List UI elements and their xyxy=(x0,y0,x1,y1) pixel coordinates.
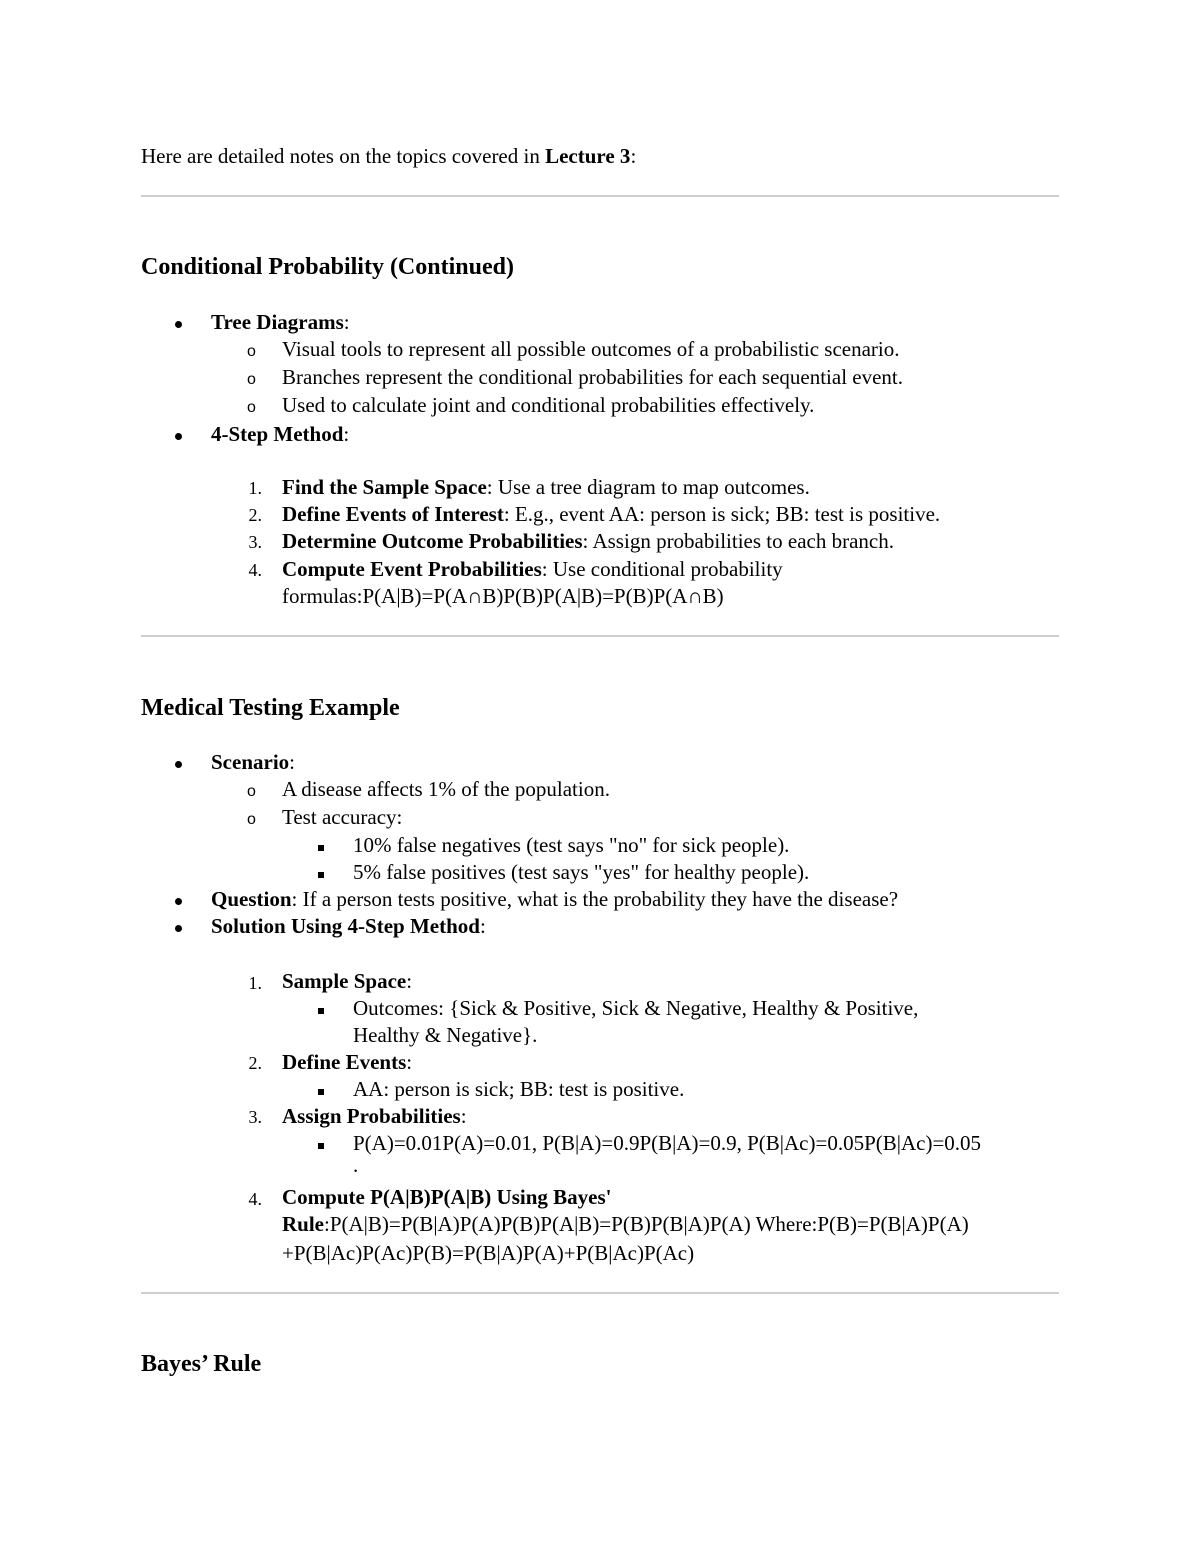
step-number: 3. xyxy=(248,1107,262,1127)
bullet-circle: o xyxy=(247,811,256,828)
scenario-line-1: A disease affects 1% of the population. xyxy=(282,777,610,801)
step-title: Compute Event Probabilities xyxy=(282,557,542,581)
solution-item xyxy=(211,913,486,940)
step-title: Define Events of Interest xyxy=(282,502,504,526)
section-title-medical: Medical Testing Example xyxy=(141,695,400,721)
step-number: 4. xyxy=(248,1189,262,1209)
medical-step-4-rule xyxy=(282,1211,969,1238)
step-text: : xyxy=(406,969,413,993)
intro-text: Here are detailed notes on the topics covered in xyxy=(141,144,546,168)
medical-step-1 xyxy=(282,968,412,995)
intro-lecture: Lecture 3 xyxy=(545,144,631,168)
medical-step-3-sub: P(A)=0.01P(A)=0.01, P(B|A)=0.9P(B|A)=0.9, P(B|Ac)=0.05P(B|Ac)=0.05 xyxy=(353,1131,982,1155)
step-title-cont: Rule xyxy=(282,1212,324,1236)
medical-step-3 xyxy=(282,1103,467,1130)
method-label: 4-Step Method xyxy=(211,422,344,446)
scenario-sub-2: 5% false positives (test says "yes" for healthy people). xyxy=(353,860,810,884)
method-step-2 xyxy=(282,501,940,528)
step-formula: :P(A|B)=P(B|A)P(A)P(B)P(A|B)=P(B)P(B|A)P(A) Where:P(B)=P(B|A)P(A) xyxy=(324,1212,969,1236)
bullet-disc xyxy=(175,886,182,913)
step-number: 1. xyxy=(248,973,262,993)
step-number: 2. xyxy=(248,1053,262,1073)
step-text: : Use a tree diagram to map outcomes. xyxy=(486,475,810,499)
method-item xyxy=(211,421,349,448)
method-step-4-formula: formulas:P(A|B)=P(A∩B)P(B)P(A|B)=P(B)P(A∩B) xyxy=(282,584,724,608)
step-text: : xyxy=(460,1104,467,1128)
scenario-sub-1: 10% false negatives (test says "no" for sick people). xyxy=(353,833,790,857)
step-number: 2. xyxy=(248,505,262,525)
section-title-conditional: Conditional Probability (Continued) xyxy=(141,254,514,280)
bullet-square xyxy=(318,1077,324,1104)
method-colon: : xyxy=(343,422,350,446)
solution-colon: : xyxy=(479,914,486,938)
intro-colon: : xyxy=(630,144,637,168)
bullet-square xyxy=(318,860,324,887)
bullet-disc xyxy=(175,421,182,448)
step-text: : Use conditional probability xyxy=(541,557,783,581)
question-item xyxy=(211,886,898,913)
step-number: 1. xyxy=(248,478,262,498)
bullet-circle: o xyxy=(247,783,256,800)
scenario-colon: : xyxy=(289,750,295,774)
scenario-label: Scenario xyxy=(211,750,290,774)
divider xyxy=(141,195,1059,197)
tree-item-3: Used to calculate joint and conditional probabilities effectively. xyxy=(282,393,815,417)
bullet-circle: o xyxy=(247,399,256,416)
tree-colon: : xyxy=(343,310,350,334)
divider xyxy=(141,1292,1059,1294)
question-label: Question xyxy=(211,887,292,911)
solution-label: Solution Using 4-Step Method xyxy=(211,914,480,938)
medical-step-2-sub: AA: person is sick; BB: test is positive. xyxy=(353,1077,685,1101)
step-text: : xyxy=(406,1050,413,1074)
step-text: : Assign probabilities to each branch. xyxy=(582,529,894,553)
step-text: : E.g., event AA: person is sick; BB: test is positive. xyxy=(503,502,941,526)
bullet-disc xyxy=(175,309,182,336)
tree-diagrams-label: Tree Diagrams xyxy=(211,310,344,334)
tree-item-2: Branches represent the conditional probabilities for each sequential event. xyxy=(282,365,904,389)
method-step-3 xyxy=(282,528,894,555)
step-number: 4. xyxy=(248,560,262,580)
bullet-circle: o xyxy=(247,371,256,388)
step-title: Determine Outcome Probabilities xyxy=(282,529,583,553)
tree-item-1: Visual tools to represent all possible outcomes of a probabilistic scenario. xyxy=(282,337,900,361)
intro-line xyxy=(141,143,636,170)
bullet-disc xyxy=(175,913,182,940)
method-step-4 xyxy=(282,556,783,583)
medical-step-3-sub-cont: . xyxy=(353,1153,359,1177)
medical-step-1-sub-cont: Healthy & Negative}. xyxy=(353,1023,538,1047)
step-title: Define Events xyxy=(282,1050,407,1074)
medical-step-2 xyxy=(282,1049,412,1076)
tree-diagrams-item xyxy=(211,309,350,336)
divider xyxy=(141,635,1059,637)
step-title: Sample Space xyxy=(282,969,407,993)
scenario-item xyxy=(211,749,295,776)
method-step-1 xyxy=(282,474,810,501)
bullet-square xyxy=(318,996,324,1023)
step-title: Find the Sample Space xyxy=(282,475,487,499)
bullet-square xyxy=(318,833,324,860)
bullet-disc xyxy=(175,749,182,776)
medical-step-4-formula-cont: +P(B|Ac)P(Ac)P(B)=P(B|A)P(A)+P(B|Ac)P(Ac) xyxy=(282,1241,695,1265)
medical-step-4-title: Compute P(A|B)P(A|B) Using Bayes' xyxy=(282,1185,612,1209)
question-text: : If a person tests positive, what is the probability they have the disease? xyxy=(291,887,899,911)
step-number: 3. xyxy=(248,532,262,552)
medical-step-1-sub: Outcomes: {Sick & Positive, Sick & Negative, Healthy & Positive, xyxy=(353,996,919,1020)
bullet-circle: o xyxy=(247,343,256,360)
bullet-square xyxy=(318,1131,324,1158)
section-title-bayes: Bayes’ Rule xyxy=(141,1351,262,1377)
scenario-line-2: Test accuracy: xyxy=(282,805,403,829)
step-title: Assign Probabilities xyxy=(282,1104,461,1128)
